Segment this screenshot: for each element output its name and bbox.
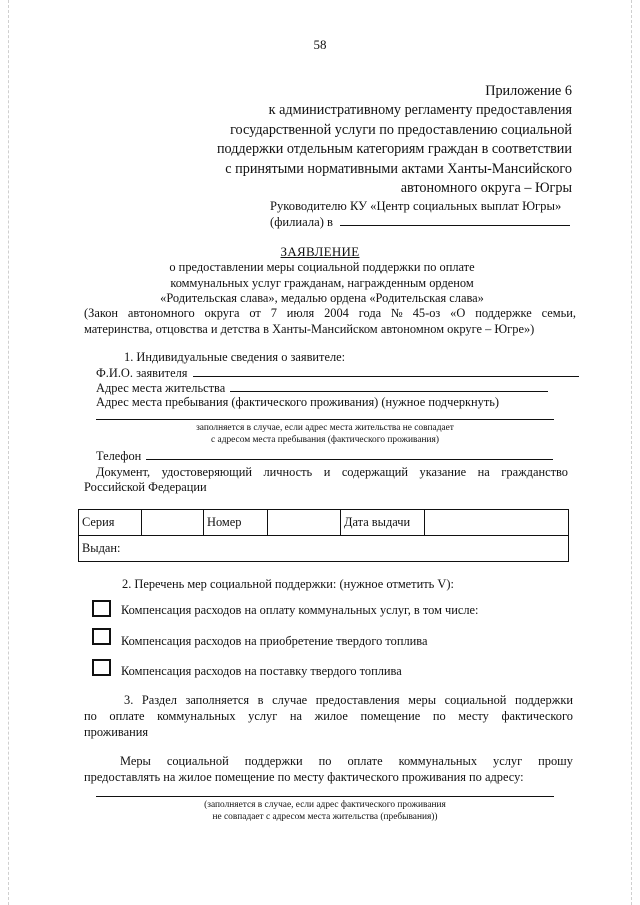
caption-line: заполняется в случае, если адрес места жительства не совпадает	[196, 423, 454, 433]
subtitle-line: о предоставлении меры социальной поддержки по оплате	[169, 260, 475, 274]
request-line2: предоставлять на жилое помещение по месту фактического проживания по адресу:	[84, 770, 524, 784]
law-reference	[84, 306, 576, 338]
request-word: прошу	[538, 754, 573, 768]
section3-word: социальной	[444, 693, 507, 707]
stay-address-caption	[96, 422, 554, 446]
caption-line: с адресом места пребывания (фактического проживания)	[211, 435, 439, 445]
caption-line: (заполняется в случае, если адрес фактического проживания	[204, 800, 446, 810]
section3-word: на	[289, 709, 303, 723]
option-checkbox-utilities[interactable]	[92, 600, 111, 617]
stay-address-input-line[interactable]	[96, 419, 554, 420]
phone-label: Телефон	[96, 449, 142, 463]
document-line1	[96, 465, 568, 480]
document-word: указание	[419, 465, 467, 479]
request-word: оплате	[347, 754, 383, 768]
section3-word: жилое	[314, 709, 348, 723]
option-checkbox-fuel-delivery[interactable]	[92, 659, 111, 676]
section3-word: месту	[458, 709, 489, 723]
section3-word: коммунальных	[157, 709, 236, 723]
appendix-line: поддержки отдельным категориям граждан в соответствии	[216, 141, 572, 158]
section3-heading-line1	[124, 693, 573, 708]
appendix-line: с принятыми нормативными актами Ханты-Мансийского	[225, 160, 572, 177]
residence-row	[96, 381, 548, 396]
section3-heading-line3: проживания	[84, 725, 149, 739]
phone-input-line[interactable]	[146, 459, 553, 460]
law-word: 45-оз	[412, 306, 441, 320]
section3-word: услуг	[248, 709, 278, 723]
appendix-title: Приложение 6	[485, 83, 572, 99]
law-word: 7	[270, 306, 277, 320]
number-value-cell[interactable]	[268, 510, 341, 536]
section3-word: по	[432, 709, 446, 723]
section3-word: фактического	[501, 709, 573, 723]
document-line2: Российской Федерации	[84, 480, 207, 494]
residence-input-line[interactable]	[230, 391, 548, 392]
right-scan-edge	[631, 0, 632, 905]
statement-subtitle	[82, 260, 562, 307]
id-document-table	[78, 509, 569, 562]
law-reference-line2: материнства, отцовства и детства в Ханты-Мансийском автономном округе – Югре»)	[84, 321, 535, 336]
option-label-utilities: Компенсация расходов на оплату коммунальных услуг, в том числе:	[121, 603, 479, 617]
issue-date-value-cell[interactable]	[425, 510, 569, 536]
addressee-branch-label: (филиала) в	[270, 215, 333, 229]
law-word: автономного	[127, 306, 195, 320]
residence-label: Адрес места жительства	[96, 381, 226, 395]
table-row	[79, 536, 569, 562]
statement-title-text: ЗАЯВЛЕНИЕ	[280, 244, 360, 259]
actual-address-input-line[interactable]	[96, 796, 554, 797]
document-word: и	[323, 465, 331, 479]
appendix-line: к административному регламенту предоставления	[268, 102, 572, 119]
section3-word: помещение	[360, 709, 421, 723]
request-word: услуг	[493, 754, 523, 768]
law-word: семьи,	[541, 306, 576, 320]
addressee-line2	[270, 215, 570, 230]
issued-by-cell[interactable]	[79, 536, 569, 562]
law-word: №	[391, 306, 403, 320]
section1-heading: 1. Индивидуальные сведения о заявителе:	[124, 350, 346, 364]
document-word: Документ,	[96, 465, 151, 479]
section3-word: заполняется	[185, 693, 250, 707]
document-word: удостоверяющий	[161, 465, 252, 479]
document-word: на	[477, 465, 490, 479]
request-word: коммунальных	[398, 754, 478, 768]
statement-title	[0, 244, 640, 260]
request-word: Меры	[120, 754, 151, 768]
section3-heading-line2	[84, 709, 573, 724]
branch-blank-line[interactable]	[340, 225, 570, 226]
request-word: социальной	[166, 754, 229, 768]
subtitle-line: коммунальных услуг гражданам, награжденным орденом	[170, 275, 474, 290]
fio-row	[96, 366, 579, 381]
fio-label: Ф.И.О. заявителя	[96, 366, 188, 380]
section3-word: оплате	[109, 709, 145, 723]
series-value-cell[interactable]	[142, 510, 204, 536]
issued-by-label: Выдан:	[82, 541, 121, 555]
section3-word: случае	[272, 693, 308, 707]
option-checkbox-fuel-purchase[interactable]	[92, 628, 111, 645]
appendix-line: автономного округа – Югры	[400, 180, 572, 197]
law-word: года	[358, 306, 382, 320]
section3-word: меры	[408, 693, 437, 707]
section2-heading: 2. Перечень мер социальной поддержки: (нужное отметить V):	[122, 577, 454, 591]
addressee-line1: Руководителю КУ «Центр социальных выплат Югры»	[270, 199, 562, 213]
stay-address-label: Адрес места пребывания (фактического проживания) (нужное подчеркнуть)	[96, 395, 500, 409]
page-number: 58	[313, 37, 327, 52]
table-row	[79, 510, 569, 536]
caption-line: не совпадает с адресом места жительства (пребывания))	[212, 812, 438, 822]
section3-word: поддержки	[514, 693, 573, 707]
section3-word: по	[84, 709, 97, 723]
document-word: гражданство	[501, 465, 568, 479]
actual-address-caption	[96, 799, 554, 823]
appendix-line: государственной услуги по предоставлению социальной	[230, 121, 572, 138]
option-label-fuel-purchase: Компенсация расходов на приобретение твердого топлива	[121, 634, 428, 648]
law-reference-line1	[84, 306, 576, 322]
series-label-cell: Серия	[79, 510, 142, 536]
law-word: поддержке	[475, 306, 532, 320]
request-line1	[120, 754, 573, 769]
law-word: 2004	[324, 306, 349, 320]
phone-row	[96, 449, 553, 464]
number-label-cell: Номер	[204, 510, 268, 536]
request-word: поддержки	[244, 754, 303, 768]
option-label-fuel-delivery: Компенсация расходов на поставку твердого топлива	[121, 664, 402, 678]
document-word: содержащий	[341, 465, 409, 479]
law-word: «О	[450, 306, 466, 320]
document-word: личность	[263, 465, 313, 479]
request-word: по	[318, 754, 332, 768]
section3-word: предоставления	[315, 693, 400, 707]
section3-word: 3.	[124, 693, 134, 707]
law-word: (Закон	[84, 306, 119, 320]
law-word: от	[249, 306, 261, 320]
appendix-header	[217, 82, 572, 198]
issue-date-label-cell: Дата выдачи	[341, 510, 425, 536]
section3-word: в	[257, 693, 264, 707]
law-word: июля	[286, 306, 315, 320]
section3-word: Раздел	[141, 693, 177, 707]
fio-input-line[interactable]	[193, 376, 579, 377]
law-word: округа	[204, 306, 240, 320]
left-scan-edge	[8, 0, 9, 905]
subtitle-line: «Родительская слава», медалью ордена «Родительская слава»	[160, 291, 484, 306]
